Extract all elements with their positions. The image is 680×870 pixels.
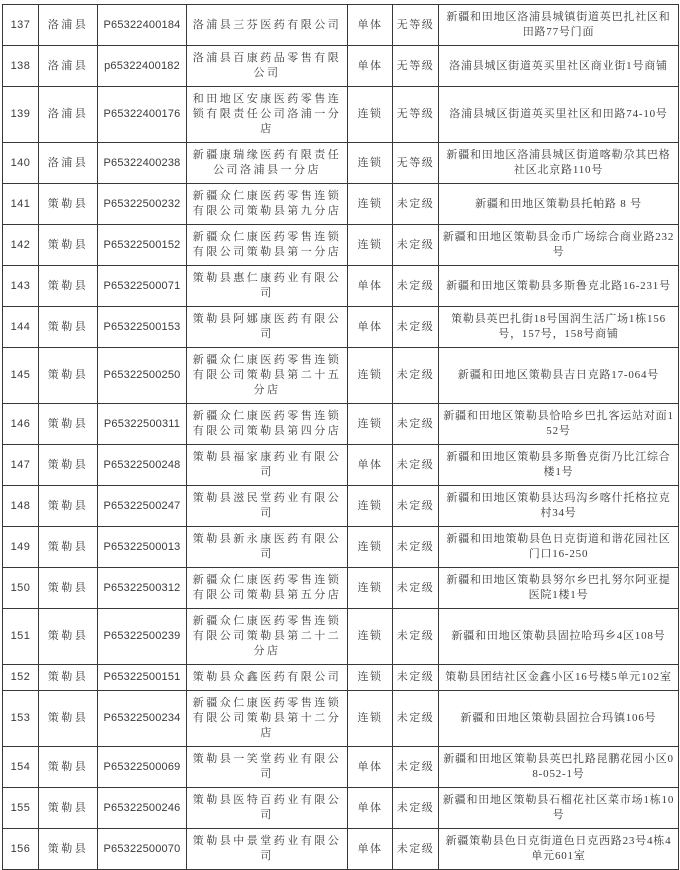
pharmacy-license-table <box>2 4 679 870</box>
cell-store-type: 单体 <box>348 829 393 870</box>
cell-row-number: 141 <box>3 184 39 225</box>
cell-company-name: 策勒县新永康医药有限公司 <box>187 527 348 568</box>
cell-grade: 无等级 <box>393 5 439 46</box>
cell-license-id: P65322500152 <box>98 225 187 266</box>
cell-company-name: 新疆众仁康医药零售连锁有限公司策勒县第十二分店 <box>187 691 348 747</box>
cell-license-id: p65322400182 <box>98 46 187 87</box>
cell-store-type: 连锁 <box>348 143 393 184</box>
cell-address: 新疆和田地区洛浦县城镇街道英巴扎社区和田路77号门面 <box>439 5 679 46</box>
cell-company-name: 策勒县惠仁康药业有限公司 <box>187 266 348 307</box>
cell-address: 新疆和田地区洛浦县城区街道喀勒尕其巴格社区北京路110号 <box>439 143 679 184</box>
cell-company-name: 新疆众仁康医药零售连锁有限公司策勒县第二十二分店 <box>187 609 348 665</box>
cell-row-number: 143 <box>3 266 39 307</box>
cell-license-id: P65322500234 <box>98 691 187 747</box>
table-row <box>3 348 679 404</box>
cell-grade: 未定级 <box>393 665 439 691</box>
cell-row-number: 142 <box>3 225 39 266</box>
table-row <box>3 266 679 307</box>
cell-row-number: 147 <box>3 445 39 486</box>
cell-address: 新疆和田地区策勒县多斯鲁克街乃比江综合楼1号 <box>439 445 679 486</box>
cell-address: 洛浦县城区街道英买里社区商业街1号商铺 <box>439 46 679 87</box>
cell-county: 策勒县 <box>39 225 98 266</box>
cell-grade: 无等级 <box>393 46 439 87</box>
cell-row-number: 149 <box>3 527 39 568</box>
cell-license-id: P65322500247 <box>98 486 187 527</box>
cell-county: 洛浦县 <box>39 87 98 143</box>
table-row <box>3 404 679 445</box>
cell-row-number: 152 <box>3 665 39 691</box>
cell-license-id: P65322500232 <box>98 184 187 225</box>
cell-address: 新疆策勒县色日克街道色日克西路23号4栋4单元601室 <box>439 829 679 870</box>
cell-row-number: 139 <box>3 87 39 143</box>
cell-grade: 未定级 <box>393 307 439 348</box>
cell-county: 策勒县 <box>39 788 98 829</box>
cell-county: 策勒县 <box>39 691 98 747</box>
table-row <box>3 568 679 609</box>
cell-grade: 未定级 <box>393 404 439 445</box>
cell-county: 策勒县 <box>39 486 98 527</box>
cell-store-type: 单体 <box>348 307 393 348</box>
cell-license-id: P65322500153 <box>98 307 187 348</box>
cell-grade: 未定级 <box>393 788 439 829</box>
cell-company-name: 策勒县阿娜康医药有限公司 <box>187 307 348 348</box>
table-row <box>3 87 679 143</box>
cell-county: 策勒县 <box>39 665 98 691</box>
cell-county: 洛浦县 <box>39 143 98 184</box>
cell-store-type: 连锁 <box>348 486 393 527</box>
cell-license-id: P65322500070 <box>98 829 187 870</box>
cell-license-id: P65322500071 <box>98 266 187 307</box>
table-body <box>3 5 679 870</box>
cell-row-number: 155 <box>3 788 39 829</box>
cell-store-type: 连锁 <box>348 527 393 568</box>
table-row <box>3 486 679 527</box>
cell-company-name: 新疆康瑞缘医药有限责任公司洛浦县一分店 <box>187 143 348 184</box>
cell-county: 策勒县 <box>39 445 98 486</box>
cell-row-number: 148 <box>3 486 39 527</box>
cell-address: 策勒县团结社区金鑫小区16号楼5单元102室 <box>439 665 679 691</box>
cell-store-type: 连锁 <box>348 568 393 609</box>
cell-row-number: 140 <box>3 143 39 184</box>
cell-company-name: 新疆众仁康医药零售连锁有限公司策勒县第四分店 <box>187 404 348 445</box>
cell-license-id: P65322500250 <box>98 348 187 404</box>
cell-row-number: 150 <box>3 568 39 609</box>
cell-grade: 未定级 <box>393 691 439 747</box>
table-row <box>3 307 679 348</box>
cell-address: 新疆和田地区策勒县固拉哈玛乡4区108号 <box>439 609 679 665</box>
cell-grade: 无等级 <box>393 143 439 184</box>
table-row <box>3 788 679 829</box>
cell-row-number: 146 <box>3 404 39 445</box>
cell-row-number: 156 <box>3 829 39 870</box>
cell-address: 新疆和田地区策勒县恰哈乡巴扎客运站对面152号 <box>439 404 679 445</box>
cell-address: 新疆和田地区策勒县固拉合玛镇106号 <box>439 691 679 747</box>
cell-grade: 未定级 <box>393 609 439 665</box>
cell-company-name: 新疆众仁康医药零售连锁有限公司策勒县第五分店 <box>187 568 348 609</box>
table-row <box>3 747 679 788</box>
table-row <box>3 609 679 665</box>
cell-county: 策勒县 <box>39 348 98 404</box>
cell-grade: 未定级 <box>393 568 439 609</box>
cell-row-number: 153 <box>3 691 39 747</box>
cell-row-number: 151 <box>3 609 39 665</box>
cell-grade: 未定级 <box>393 184 439 225</box>
cell-license-id: P65322500069 <box>98 747 187 788</box>
cell-company-name: 新疆众仁康医药零售连锁有限公司策勒县第二十五分店 <box>187 348 348 404</box>
cell-address: 新疆和田地策勒县色日克街道和谐花园社区门口16-250 <box>439 527 679 568</box>
cell-license-id: P65322500151 <box>98 665 187 691</box>
cell-county: 策勒县 <box>39 404 98 445</box>
cell-license-id: P65322500239 <box>98 609 187 665</box>
table-row <box>3 527 679 568</box>
cell-address: 新疆和田地区策勒县吉日克路17-064号 <box>439 348 679 404</box>
cell-county: 策勒县 <box>39 307 98 348</box>
cell-store-type: 连锁 <box>348 348 393 404</box>
cell-store-type: 连锁 <box>348 87 393 143</box>
table-row <box>3 184 679 225</box>
cell-store-type: 单体 <box>348 46 393 87</box>
table-row <box>3 445 679 486</box>
cell-store-type: 单体 <box>348 5 393 46</box>
cell-county: 策勒县 <box>39 527 98 568</box>
cell-grade: 未定级 <box>393 445 439 486</box>
cell-company-name: 策勒县众鑫医药有限公司 <box>187 665 348 691</box>
cell-company-name: 新疆众仁康医药零售连锁有限公司策勒县第一分店 <box>187 225 348 266</box>
cell-store-type: 单体 <box>348 788 393 829</box>
cell-address: 策勒县英巴扎街18号国润生活广场1栋156号，157号，158号商铺 <box>439 307 679 348</box>
table-row <box>3 143 679 184</box>
cell-company-name: 新疆众仁康医药零售连锁有限公司策勒县第九分店 <box>187 184 348 225</box>
cell-address: 新疆和田地区策勒县努尔乡巴扎努尔阿亚提医院1楼1号 <box>439 568 679 609</box>
cell-row-number: 138 <box>3 46 39 87</box>
cell-address: 新疆和田地区策勒县达玛沟乡喀什托格拉克村34号 <box>439 486 679 527</box>
cell-company-name: 策勒县中景堂药业有限公司 <box>187 829 348 870</box>
cell-grade: 未定级 <box>393 266 439 307</box>
cell-county: 策勒县 <box>39 184 98 225</box>
cell-license-id: P65322500311 <box>98 404 187 445</box>
cell-county: 策勒县 <box>39 747 98 788</box>
cell-license-id: P65322400184 <box>98 5 187 46</box>
cell-row-number: 144 <box>3 307 39 348</box>
cell-store-type: 单体 <box>348 445 393 486</box>
cell-store-type: 单体 <box>348 266 393 307</box>
cell-company-name: 策勒县一笑堂药业有限公司 <box>187 747 348 788</box>
cell-store-type: 连锁 <box>348 225 393 266</box>
cell-address: 新疆和田地区策勒县英巴扎路昆鹏花园小区08-052-1号 <box>439 747 679 788</box>
cell-license-id: P65322500248 <box>98 445 187 486</box>
cell-store-type: 连锁 <box>348 404 393 445</box>
cell-grade: 未定级 <box>393 225 439 266</box>
cell-store-type: 连锁 <box>348 609 393 665</box>
cell-address: 新疆和田地区策勒县石榴花社区菜市场1栋10号 <box>439 788 679 829</box>
cell-grade: 无等级 <box>393 87 439 143</box>
cell-county: 策勒县 <box>39 568 98 609</box>
cell-county: 策勒县 <box>39 609 98 665</box>
table-row <box>3 5 679 46</box>
cell-county: 策勒县 <box>39 829 98 870</box>
cell-row-number: 154 <box>3 747 39 788</box>
cell-company-name: 策勒县医特百药业有限公司 <box>187 788 348 829</box>
cell-license-id: P65322500246 <box>98 788 187 829</box>
cell-store-type: 连锁 <box>348 184 393 225</box>
cell-license-id: P65322400176 <box>98 87 187 143</box>
cell-address: 洛浦县城区街道英买里社区和田路74-10号 <box>439 87 679 143</box>
cell-row-number: 137 <box>3 5 39 46</box>
cell-address: 新疆和田地区策勒县托帕路 8 号 <box>439 184 679 225</box>
table-row <box>3 225 679 266</box>
cell-grade: 未定级 <box>393 486 439 527</box>
cell-license-id: P65322500013 <box>98 527 187 568</box>
cell-grade: 未定级 <box>393 829 439 870</box>
cell-county: 洛浦县 <box>39 5 98 46</box>
table-row <box>3 46 679 87</box>
cell-store-type: 单体 <box>348 747 393 788</box>
cell-county: 洛浦县 <box>39 46 98 87</box>
cell-store-type: 连锁 <box>348 691 393 747</box>
cell-company-name: 和田地区安康医药零售连锁有限责任公司洛浦一分店 <box>187 87 348 143</box>
cell-row-number: 145 <box>3 348 39 404</box>
table-row <box>3 665 679 691</box>
cell-company-name: 洛浦县三芬医药有限公司 <box>187 5 348 46</box>
cell-address: 新疆和田地区策勒县金币广场综合商业路232号 <box>439 225 679 266</box>
cell-grade: 未定级 <box>393 348 439 404</box>
cell-company-name: 策勒县滋民堂药业有限公司 <box>187 486 348 527</box>
table-row <box>3 691 679 747</box>
cell-grade: 未定级 <box>393 747 439 788</box>
cell-company-name: 洛浦县百康药品零售有限公司 <box>187 46 348 87</box>
cell-license-id: P65322400238 <box>98 143 187 184</box>
cell-store-type: 连锁 <box>348 665 393 691</box>
table-row <box>3 829 679 870</box>
cell-grade: 未定级 <box>393 527 439 568</box>
cell-address: 新疆和田地区策勒县多斯鲁克北路16-231号 <box>439 266 679 307</box>
cell-company-name: 策勒县福家康药业有限公司 <box>187 445 348 486</box>
cell-county: 策勒县 <box>39 266 98 307</box>
cell-license-id: P65322500312 <box>98 568 187 609</box>
